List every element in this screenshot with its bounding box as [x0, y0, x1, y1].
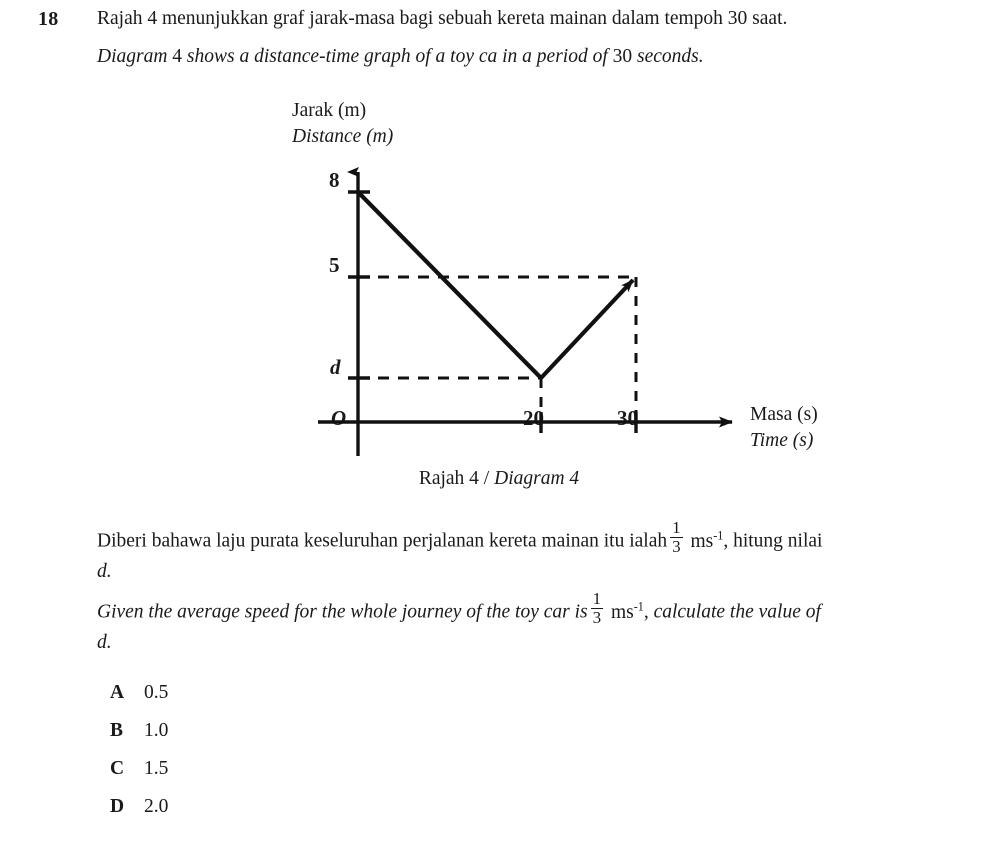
stem-en-post: shows a distance-time graph of a toy ca in a period of [186, 46, 608, 67]
fraction-numerator: 1 [672, 517, 681, 537]
diagram-caption-malay: Rajah 4 / [418, 468, 490, 489]
unit-exponent: -1 [713, 528, 724, 542]
x-tick-label-20: 20 [523, 406, 544, 430]
option-value: 1.0 [144, 720, 169, 741]
x-tick-label-30: 30 [617, 406, 638, 430]
answer-option-b[interactable] [110, 720, 168, 742]
data-line-segment-descending [358, 192, 541, 378]
prompt-malay-text-a: Diberi bahawa laju purata keseluruhan perjalanan kereta mainan itu ialah [97, 530, 668, 552]
unit-exponent: -1 [633, 599, 644, 613]
fraction-denominator: 3 [672, 536, 681, 556]
stem-en-num: 4 [172, 46, 183, 67]
unit-ms-inverse-english [606, 599, 644, 623]
prompt-english-text-a: Given the average speed for the whole journey of the toy car is [97, 601, 588, 623]
y-axis-label-english: Distance (m) [292, 126, 394, 147]
question-stem-malay: Rajah 4 menunjukkan graf jarak-masa bagi sebuah kereta mainan dalam tempoh 30 saat. [97, 8, 788, 29]
prompt-malay-variable: d. [97, 561, 112, 582]
unit-base: ms [690, 530, 714, 552]
data-line-segment-ascending [541, 280, 633, 378]
stem-en-pre: Diagram [97, 46, 168, 67]
unit-ms-inverse-malay [686, 528, 724, 552]
prompt-paragraph-malay [97, 517, 822, 560]
option-value: 1.5 [144, 758, 169, 779]
stem-en-tail: seconds. [637, 46, 704, 67]
unit-base: ms [611, 601, 634, 623]
origin-label: O [331, 406, 347, 430]
option-letter: A [110, 682, 125, 703]
fraction-one-third-english [591, 590, 604, 627]
answer-option-c[interactable] [110, 758, 168, 780]
diagram-caption [0, 468, 998, 490]
fraction-numerator: 1 [592, 588, 602, 608]
stem-en-num2: 30 [612, 46, 633, 67]
y-tick-label-5: 5 [329, 253, 340, 277]
graph-canvas [0, 88, 998, 498]
y-tick-label-8: 8 [329, 168, 340, 192]
answer-option-a[interactable] [110, 682, 168, 704]
y-tick-label-d: d [330, 355, 341, 379]
option-value: 2.0 [144, 796, 169, 817]
option-letter: C [110, 758, 125, 779]
fraction-denominator: 3 [592, 607, 602, 627]
prompt-english-variable: d. [97, 632, 112, 653]
prompt-malay-text-b: , hitung nilai [723, 530, 823, 552]
x-axis-label-malay: Masa (s) [750, 404, 818, 425]
question-number: 18 [38, 8, 59, 30]
fraction-one-third-malay [670, 519, 683, 556]
prompt-english-text-b: , calculate the value of [643, 601, 821, 623]
question-stem-english [97, 46, 704, 68]
distance-time-graph [0, 88, 998, 498]
diagram-caption-english: Diagram 4 [494, 468, 580, 489]
option-letter: B [110, 720, 124, 741]
x-axis-label-english: Time (s) [750, 430, 814, 451]
answer-option-d[interactable] [110, 796, 168, 818]
prompt-paragraph-english [97, 588, 821, 631]
option-value: 0.5 [144, 682, 169, 703]
option-letter: D [110, 796, 125, 817]
y-axis-label-malay: Jarak (m) [292, 100, 367, 121]
